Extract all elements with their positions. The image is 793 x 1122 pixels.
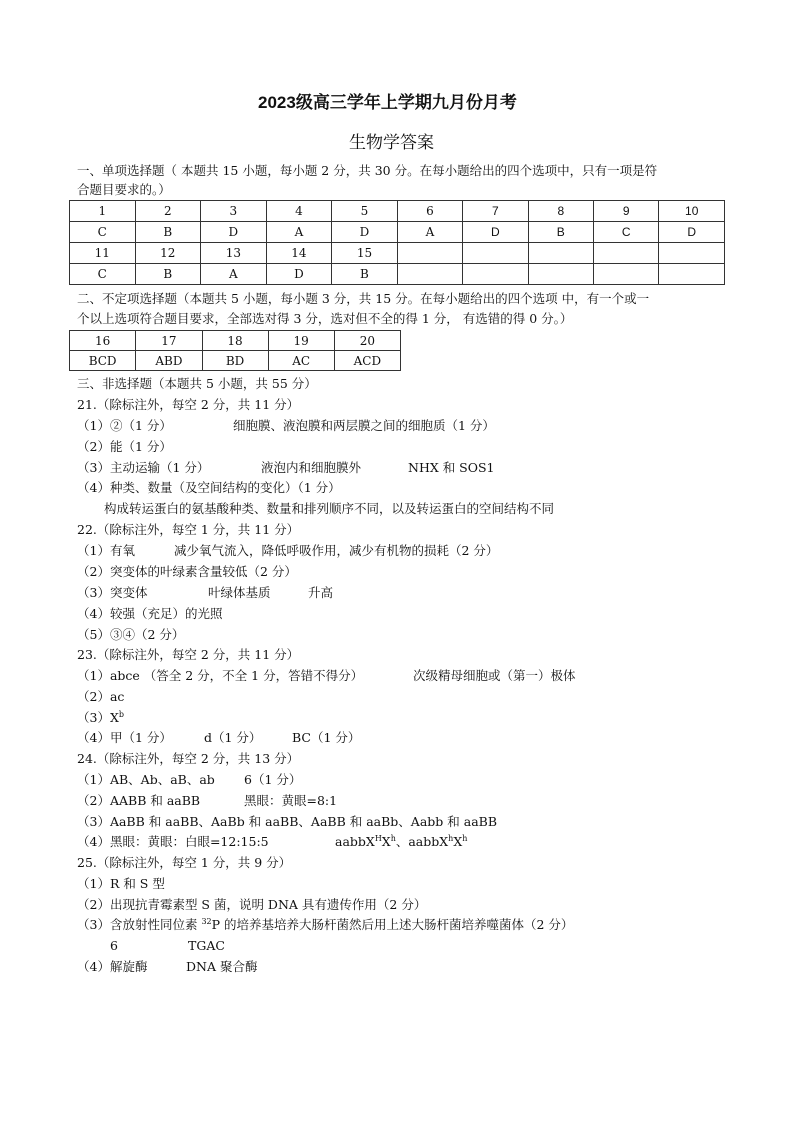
table-cell: D — [201, 222, 267, 243]
section1-intro-line1: 一、单项选择题（ 本题共 15 小题，每小题 2 分，共 30 分。在每小题给出的四个选项中，只有一项是符 — [77, 163, 658, 178]
table-cell: 10 — [659, 201, 725, 222]
table-cell — [463, 243, 528, 264]
table-cell: C — [593, 222, 658, 243]
q24-answer-4a: （4）黑眼：黄眼：白眼=12:15:5 — [77, 834, 269, 849]
table-cell: C — [70, 222, 136, 243]
q22-answer-1b: 减少氧气流入，降低呼吸作用，减少有机物的损耗（2 分） — [174, 543, 499, 558]
table-row — [70, 222, 725, 243]
table-cell: D — [659, 222, 725, 243]
table-cell: D — [266, 264, 332, 285]
q23-answer-1b: 次级精母细胞或（第一）极体 — [413, 668, 576, 683]
table-row — [70, 351, 401, 371]
table-cell: 19 — [268, 331, 334, 351]
table-cell: 12 — [135, 243, 201, 264]
q25-answer-3-blank1: 6 — [110, 938, 118, 953]
q24-answer-4b: $aabbX^HX^h$、$aabbX^hX^h$ — [335, 834, 468, 849]
table-cell: 15 — [332, 243, 398, 264]
q22-answer-1a: （1）有氧 — [77, 543, 135, 558]
table-cell — [528, 243, 593, 264]
table-cell: 16 — [70, 331, 136, 351]
table-cell: 7 — [463, 201, 528, 222]
table-cell: 9 — [593, 201, 658, 222]
q21-answer-4: （4）种类、数量（及空间结构的变化）（1 分） — [77, 480, 341, 495]
q22-answer-4: （4）较强（充足）的光照 — [77, 606, 223, 621]
q25-answer-3-blank2: TGAC — [188, 938, 225, 953]
table-cell: 13 — [201, 243, 267, 264]
section2-intro-line1: 二、不定项选择题（本题共 5 小题，每小题 3 分，共 15 分。在每小题给出的四个选项 中，有一个或一 — [77, 291, 650, 306]
q21-answer-3c: NHX 和 SOS1 — [408, 460, 495, 475]
table-cell — [397, 243, 462, 264]
q23-answer-3: $(3)X^b$ — [77, 710, 124, 725]
q23-answer-4a: （4）甲（1 分） — [77, 730, 172, 745]
table-cell: 6 — [397, 201, 462, 222]
q22-answer-3c: 升高 — [308, 585, 334, 600]
table-cell: B — [135, 222, 201, 243]
table-cell: ACD — [334, 351, 400, 371]
q24-answer-1b: 6（1 分） — [244, 772, 302, 787]
q22-header: 22.（除标注外，每空 1 分，共 11 分） — [77, 522, 300, 537]
q22-answer-3b: 叶绿体基质 — [208, 585, 271, 600]
q25-answer-2: （2）出现抗青霉素型 S 菌，说明 DNA 具有遗传作用（2 分） — [77, 897, 427, 912]
table-cell: AC — [268, 351, 334, 371]
table-cell — [659, 264, 725, 285]
q25-answer-1: （1）R 和 S 型 — [77, 876, 165, 891]
q22-answer-5: （5）③④（2 分） — [77, 627, 185, 642]
table-cell — [528, 264, 593, 285]
table-cell: A — [201, 264, 267, 285]
section3-intro: 三、非选择题（本题共 5 小题，共 55 分） — [77, 376, 317, 391]
title-year: 2023 — [258, 93, 296, 112]
q24-header: 24.（除标注外，每空 2 分，共 13 分） — [77, 751, 300, 766]
q23-answer-4c: BC（1 分） — [292, 730, 361, 745]
table-cell — [593, 243, 658, 264]
table-row — [70, 201, 725, 222]
table-cell: 2 — [135, 201, 201, 222]
table-cell: 3 — [201, 201, 267, 222]
q22-answer-3a: （3）突变体 — [77, 585, 148, 600]
table-row — [70, 264, 725, 285]
table-cell: B — [135, 264, 201, 285]
page-subtitle: 生物学答案 — [349, 133, 434, 153]
q21-answer-1a: （1）②（1 分） — [77, 418, 172, 433]
table-cell: 1 — [70, 201, 136, 222]
q25-answer-4b: DNA 聚合酶 — [186, 959, 258, 974]
table-row — [70, 243, 725, 264]
section2-intro-line2: 个以上选项符合题目要求，全部选对得 3 分，选对但不全的得 1 分， 有选错的得 0 分。） — [77, 311, 573, 326]
table-cell: B — [528, 222, 593, 243]
q23-answer-1a: （1）abce （答全 2 分，不全 1 分，答错不得分） — [77, 668, 364, 683]
q23-answer-4b: d（1 分） — [204, 730, 262, 745]
section1-intro-line2: 合题目要求的。） — [77, 182, 171, 197]
q23-answer-2: （2）ac — [77, 689, 125, 704]
q24-answer-2b: 黑眼：黄眼=8:1 — [244, 793, 338, 808]
q21-answer-2: （2）能（1 分） — [77, 439, 172, 454]
table-cell: 18 — [202, 331, 268, 351]
q22-answer-2: （2）突变体的叶绿素含量较低（2 分） — [77, 564, 297, 579]
table-cell: D — [332, 222, 398, 243]
table-cell: D — [463, 222, 528, 243]
table-cell: B — [332, 264, 398, 285]
q25-answer-3: （3）含放射性同位素 $^{32}$P 的培养基培养大肠杆菌然后用上述大肠杆菌培养噬菌体（2 分） — [77, 917, 574, 932]
q24-answer-2a: （2）AABB 和 aaBB — [77, 793, 201, 808]
table-row — [70, 331, 401, 351]
table-cell: 5 — [332, 201, 398, 222]
table-cell: ABD — [136, 351, 202, 371]
q24-answer-1a: （1）AB、Ab、aB、ab — [77, 772, 215, 787]
table-cell: 17 — [136, 331, 202, 351]
table-cell: A — [397, 222, 462, 243]
q21-answer-5: 构成转运蛋白的氨基酸种类、数量和排列顺序不同，以及转运蛋白的空间结构不同 — [104, 501, 555, 516]
table-cell: 14 — [266, 243, 332, 264]
table-cell: BD — [202, 351, 268, 371]
title-text: 级高三学年上学期九月份月考 — [295, 93, 517, 113]
q24-answer-3: （3）AaBB 和 aaBB、AaBb 和 aaBB、AaBB 和 aaBb、Aabb 和 aaBB — [77, 814, 498, 829]
table-cell: 4 — [266, 201, 332, 222]
q21-answer-1b: 细胞膜、液泡膜和两层膜之间的细胞质（1 分） — [233, 418, 495, 433]
table-cell — [659, 243, 725, 264]
section2-answer-table — [69, 330, 401, 371]
q21-header: 21.（除标注外，每空 2 分，共 11 分） — [77, 397, 300, 412]
table-cell: A — [266, 222, 332, 243]
table-cell: 8 — [528, 201, 593, 222]
q23-header: 23.（除标注外，每空 2 分，共 11 分） — [77, 647, 300, 662]
table-cell — [593, 264, 658, 285]
table-cell: 20 — [334, 331, 400, 351]
table-cell — [397, 264, 462, 285]
q25-answer-4a: （4）解旋酶 — [77, 959, 148, 974]
q21-answer-3a: （3）主动运输（1 分） — [77, 460, 210, 475]
table-cell — [463, 264, 528, 285]
section1-answer-table — [69, 200, 725, 285]
table-cell: C — [70, 264, 136, 285]
table-cell: 11 — [70, 243, 136, 264]
q21-answer-3b: 液泡内和细胞膜外 — [261, 460, 362, 475]
q25-header: 25.（除标注外，每空 1 分，共 9 分） — [77, 855, 292, 870]
table-cell: BCD — [70, 351, 136, 371]
page-title — [258, 88, 517, 113]
